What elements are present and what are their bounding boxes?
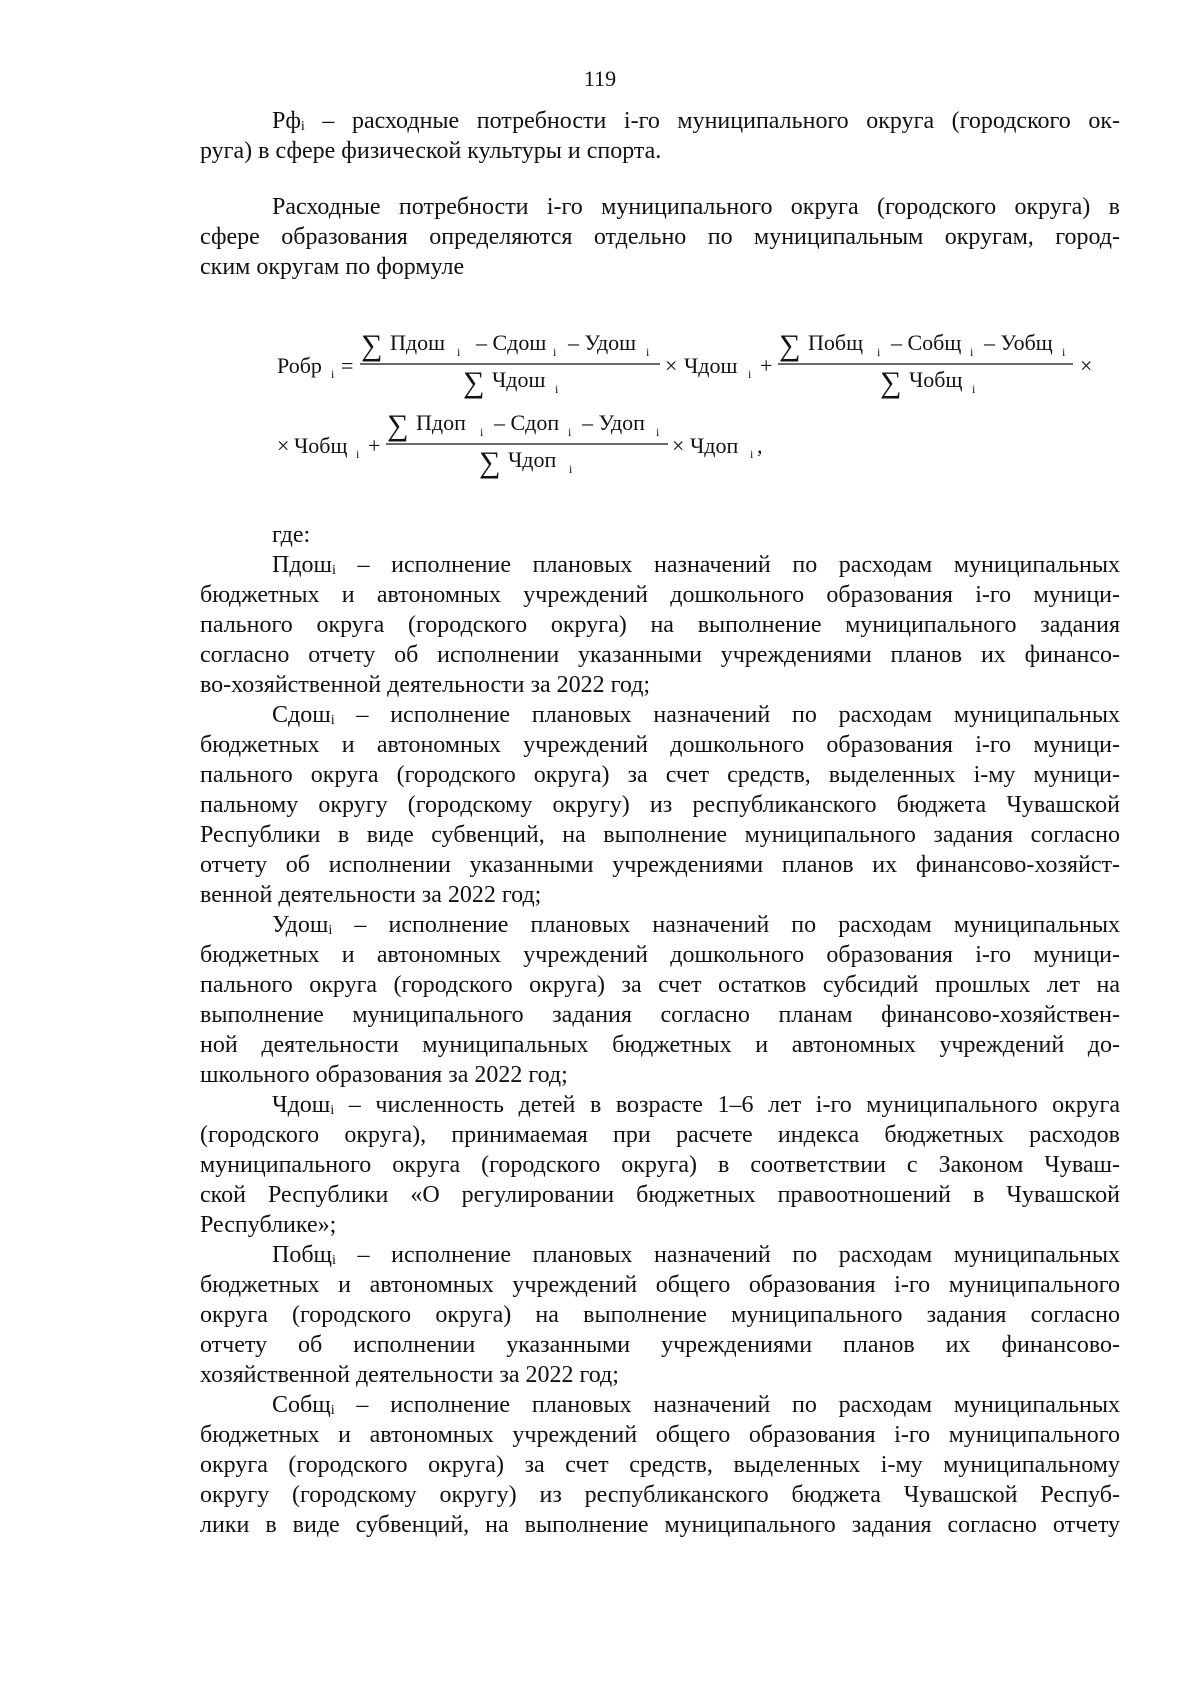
formula-end: , [757, 433, 763, 458]
formula-mul2: Чобщ [294, 433, 348, 458]
formula-sub: i [646, 345, 650, 359]
frac2-den: Чобщ [909, 367, 963, 392]
text-line: муниципального округа (городского округа) в соответствии с Законом Чуваш- [200, 1152, 1120, 1178]
text-line: (городского округа), принимаемая при расчете индекса бюджетных расходов [200, 1122, 1120, 1148]
formula-sub: i [1062, 345, 1066, 359]
frac2-num-b: – Собщ [891, 330, 962, 355]
frac1-num-b: – Сдош [476, 330, 547, 355]
formula-sub: i [877, 345, 881, 359]
text-line: пального округа (городского округа) за счет остатков субсидий прошлых лет на [200, 972, 1120, 998]
formula-sub: i [331, 367, 335, 381]
formula-sub: i [568, 425, 572, 439]
text-line: Республики в виде субвенций, на выполнение муниципального задания согласно [200, 822, 1120, 848]
text-line: Республике»; [200, 1212, 337, 1238]
text-line: Собщᵢ – исполнение плановых назначений по расходам муниципальных [272, 1392, 1120, 1418]
text-line: во-хозяйственной деятельности за 2022 год; [200, 672, 651, 698]
formula-sub: i [457, 345, 461, 359]
text-line: хозяйственной деятельности за 2022 год; [200, 1362, 619, 1388]
formula-eq: = [341, 353, 354, 378]
formula-sub: i [555, 382, 559, 396]
text-line: отчету об исполнении указанными учреждениями планов их финансово-хозяйст- [200, 852, 1120, 878]
sum-symbol: ∑ [361, 329, 383, 362]
text-line: Сдошᵢ – исполнение плановых назначений по расходам муниципальных [272, 702, 1120, 728]
formula-sub: i [356, 447, 360, 461]
text-line: отчету об исполнении указанными учреждениями планов их финансово- [200, 1332, 1120, 1358]
text-line: лики в виде субвенций, на выполнение муниципального задания согласно отчету [200, 1512, 1120, 1538]
text-line: руга) в сфере физической культуры и спорта. [200, 138, 662, 164]
formula-plus: + [368, 433, 381, 458]
text-line: бюджетных и автономных учреждений дошкольного образования i-го муници- [200, 942, 1120, 968]
text-line: Расходные потребности i-го муниципального округа (городского округа) в [272, 194, 1120, 220]
text-line: школьного образования за 2022 год; [200, 1062, 568, 1088]
text-line: бюджетных и автономных учреждений общего образования i-го муниципального [200, 1422, 1120, 1448]
frac1-den: Чдош [492, 367, 546, 392]
text-line: бюджетных и автономных учреждений дошкольного образования i-го муници- [200, 732, 1120, 758]
text-line: бюджетных и автономных учреждений дошкольного образования i-го муници- [200, 582, 1120, 608]
text-line: согласно отчету об исполнении указанными учреждениями планов их финансо- [200, 642, 1120, 668]
formula-mul1: Чдош [684, 353, 738, 378]
formula-sub: i [970, 345, 974, 359]
text-line: Рфᵢ – расходные потребности i-го муниципального округа (городского ок- [272, 108, 1120, 134]
formula-lhs: Робр [277, 353, 322, 378]
text-line: бюджетных и автономных учреждений общего образования i-го муниципального [200, 1272, 1120, 1298]
frac1-num-c: – Удош [568, 330, 637, 355]
text-line: Побщᵢ – исполнение плановых назначений по расходам муниципальных [272, 1242, 1120, 1268]
text-line: пальному округу (городскому округу) из республиканского бюджета Чувашской [200, 792, 1120, 818]
text-line: округу (городскому округу) из республиканского бюджета Чувашской Респуб- [200, 1482, 1120, 1508]
text-line: ским округам по формуле [200, 254, 465, 280]
formula-plus: + [760, 353, 773, 378]
text-line: Удошᵢ – исполнение плановых назначений по расходам муниципальных [272, 912, 1120, 938]
formula-sub: i [569, 462, 573, 476]
sum-symbol: ∑ [779, 329, 801, 362]
formula-times: × [277, 433, 290, 458]
formula-sub: i [553, 345, 557, 359]
frac3-num-b: – Сдоп [494, 410, 560, 435]
sum-symbol: ∑ [880, 366, 902, 399]
text-line: округа (городского округа) на выполнение муниципального задания согласно [200, 1302, 1120, 1328]
formula-sub: i [748, 367, 752, 381]
formula-times: × [665, 353, 678, 378]
formula-mul3: Чдоп [690, 433, 739, 458]
text-line: ской Республики «О регулировании бюджетных правоотношений в Чувашской [200, 1182, 1120, 1208]
formula-sub: i [972, 382, 976, 396]
formula-times: × [672, 433, 685, 458]
frac3-den: Чдоп [508, 447, 557, 472]
formula-times: × [1080, 353, 1093, 378]
frac3-num-c: – Удоп [582, 410, 645, 435]
text-line: пального округа (городского округа) за счет средств, выделенных i-му муници- [200, 762, 1120, 788]
text-line: венной деятельности за 2022 год; [200, 882, 542, 908]
sum-symbol: ∑ [387, 409, 409, 442]
sum-symbol: ∑ [463, 366, 485, 399]
frac1-num-a: Пдош [390, 330, 446, 355]
text-line: округа (городского округа) за счет средств, выделенных i-му муниципальному [200, 1452, 1120, 1478]
text-line: сфере образования определяются отдельно по муниципальным округам, город- [200, 224, 1120, 250]
text-line: пального округа (городского округа) на выполнение муниципального задания [200, 612, 1120, 638]
text-line: Пдошᵢ – исполнение плановых назначений по расходам муниципальных [272, 552, 1120, 578]
where-label: где: [272, 522, 311, 548]
frac3-num-a: Пдоп [416, 410, 466, 435]
frac2-num-c: – Уобщ [984, 330, 1053, 355]
text-line: Чдошᵢ – численность детей в возрасте 1–6 лет i-го муниципального округа [272, 1092, 1120, 1118]
page-number: 119 [583, 66, 617, 91]
formula-sub: i [480, 425, 484, 439]
sum-symbol: ∑ [479, 446, 501, 479]
text-line: выполнение муниципального задания согласно планам финансово-хозяйствен- [200, 1002, 1120, 1028]
formula-sub: i [750, 447, 754, 461]
text-line: ной деятельности муниципальных бюджетных и автономных учреждений до- [200, 1032, 1120, 1058]
formula-sub: i [656, 425, 660, 439]
frac2-num-a: Побщ [808, 330, 864, 355]
